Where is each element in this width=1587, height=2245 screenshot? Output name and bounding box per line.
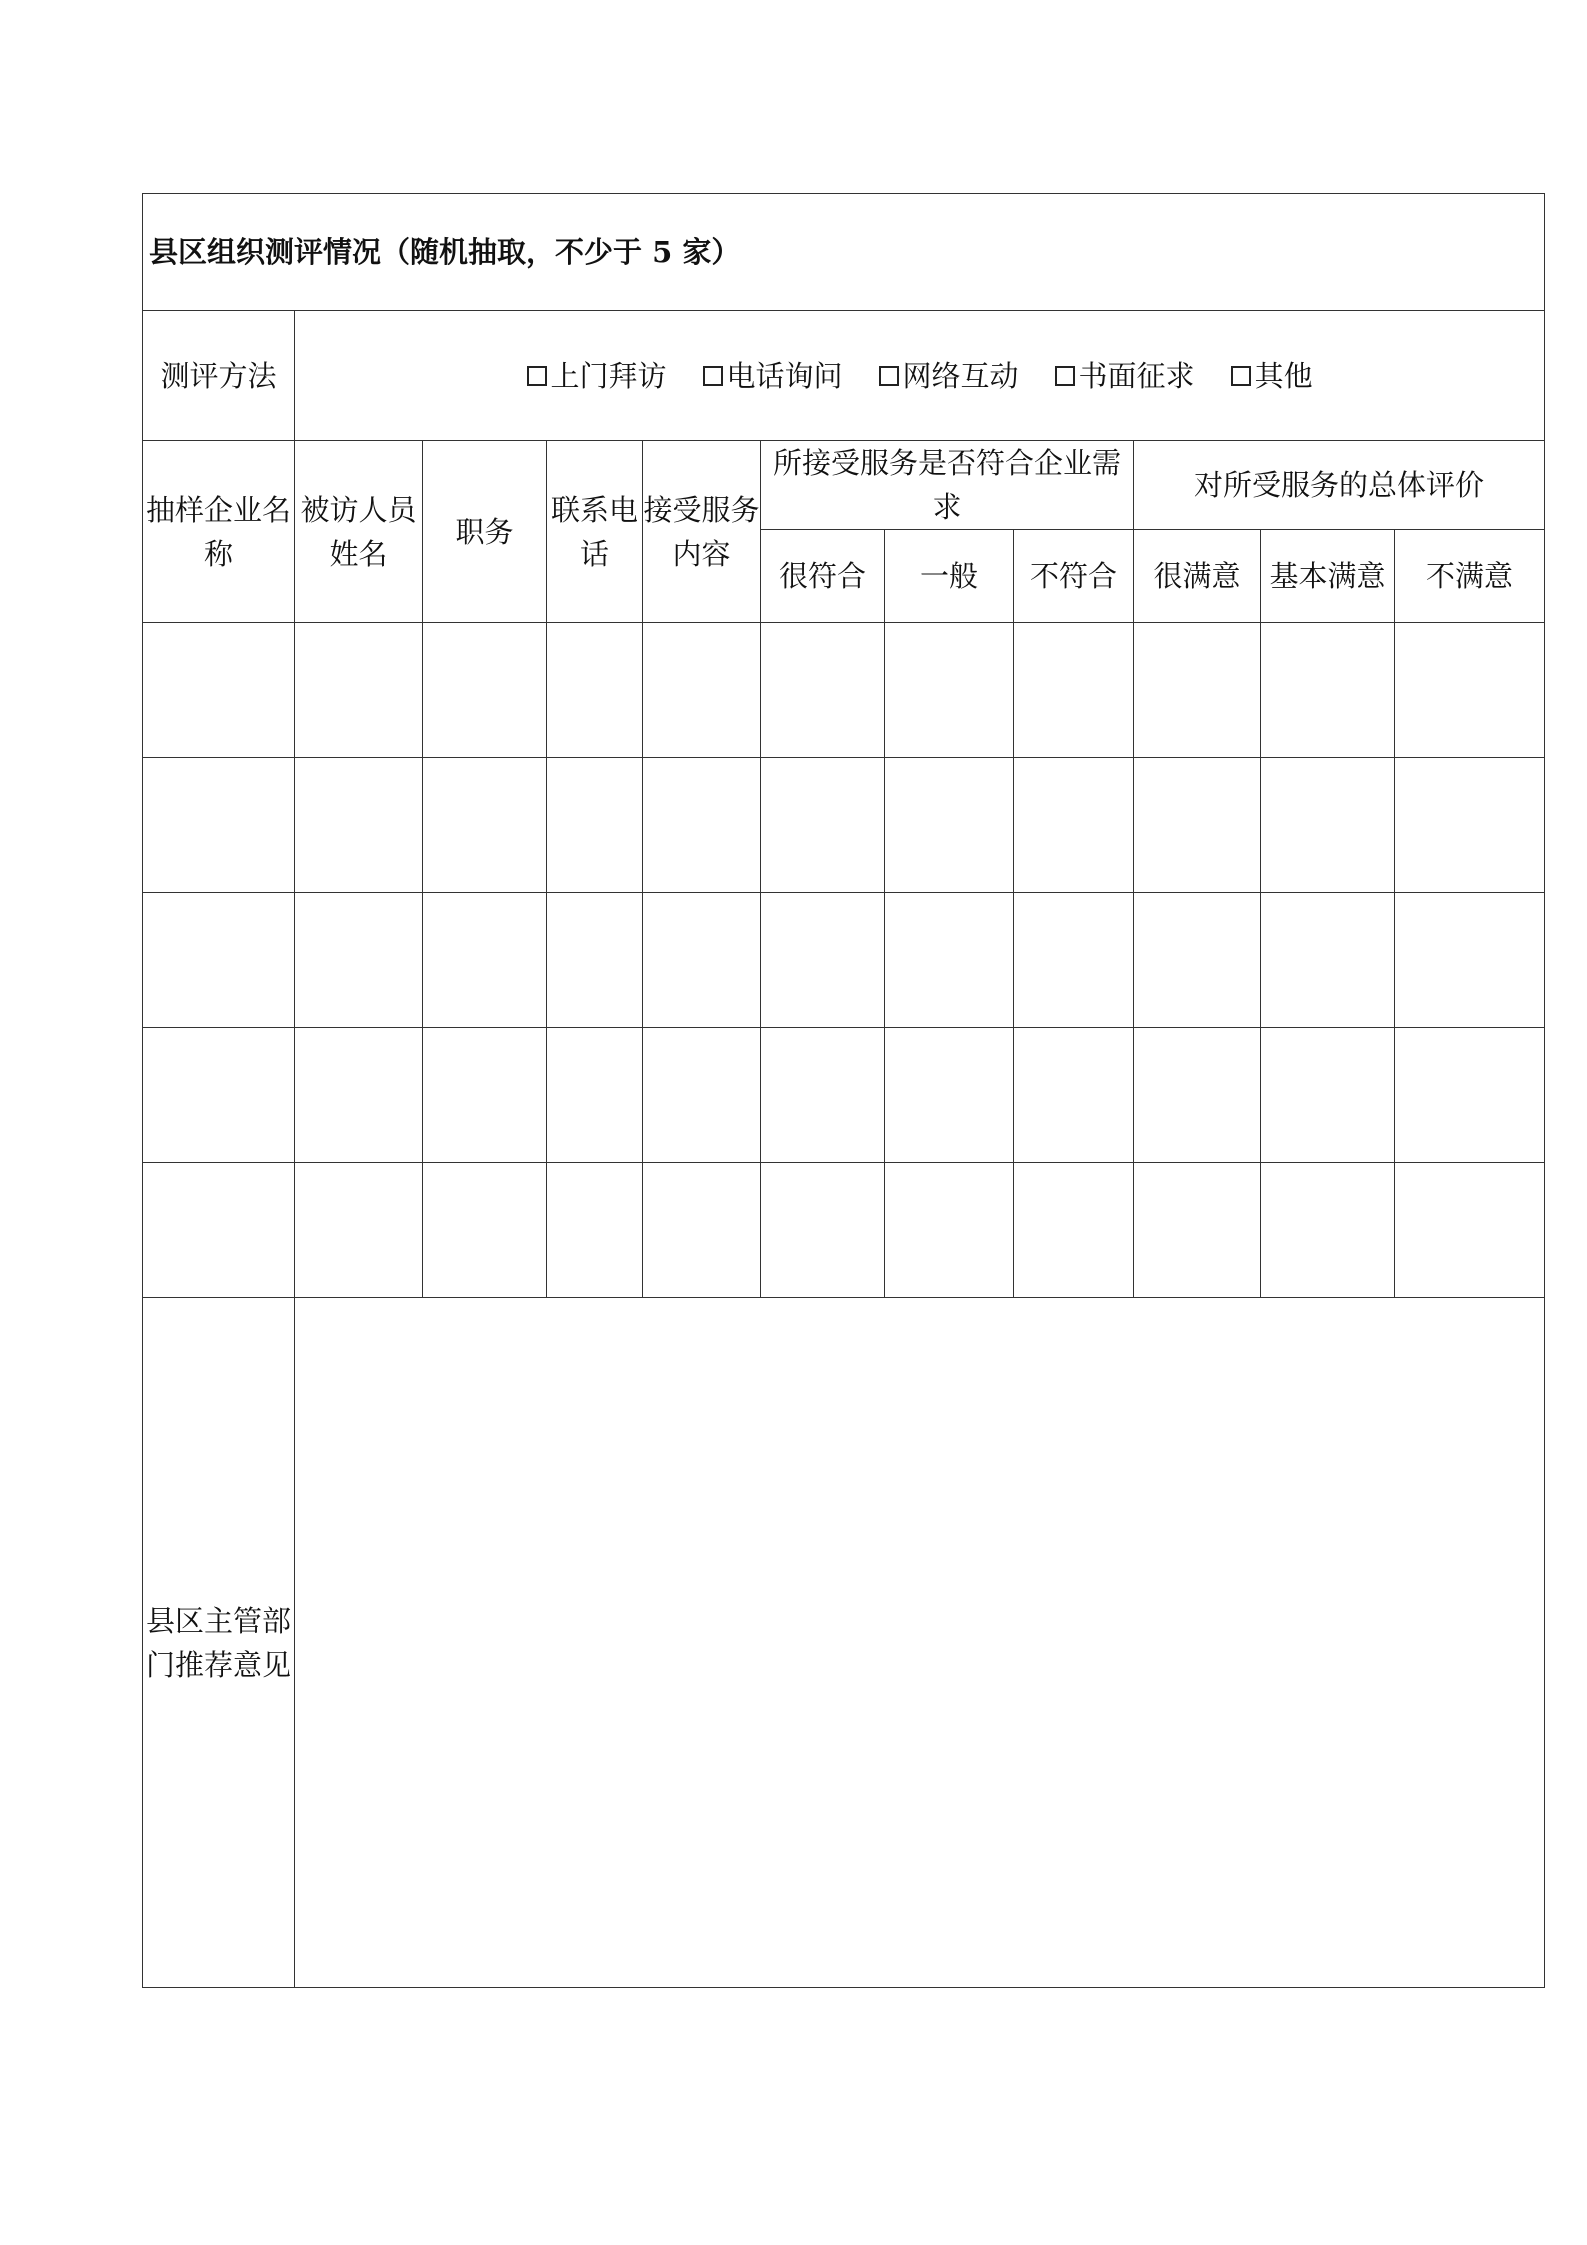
cell-phone[interactable] bbox=[547, 1163, 643, 1298]
method-options bbox=[295, 311, 1545, 441]
header-eval-not: 不满意 bbox=[1395, 530, 1545, 623]
cell-eval-basic[interactable] bbox=[1261, 623, 1395, 758]
cell-position[interactable] bbox=[423, 893, 547, 1028]
cell-eval-basic[interactable] bbox=[1261, 1163, 1395, 1298]
cell-eval-not[interactable] bbox=[1395, 1163, 1545, 1298]
cell-eval-basic[interactable] bbox=[1261, 1028, 1395, 1163]
method-option[interactable]: 网络互动 bbox=[879, 354, 1019, 398]
header-fit-normal: 一般 bbox=[885, 530, 1014, 623]
cell-fit-very[interactable] bbox=[761, 1163, 885, 1298]
cell-eval-not[interactable] bbox=[1395, 1028, 1545, 1163]
cell-fit-very[interactable] bbox=[761, 758, 885, 893]
cell-fit-not[interactable] bbox=[1014, 893, 1134, 1028]
header-interviewee: 被访人员姓名 bbox=[295, 441, 423, 623]
cell-eval-not[interactable] bbox=[1395, 623, 1545, 758]
table-row bbox=[143, 623, 1545, 758]
header-fit-not: 不符合 bbox=[1014, 530, 1134, 623]
method-option[interactable]: 其他 bbox=[1231, 354, 1313, 398]
cell-service[interactable] bbox=[643, 1163, 761, 1298]
cell-phone[interactable] bbox=[547, 623, 643, 758]
cell-service[interactable] bbox=[643, 623, 761, 758]
cell-phone[interactable] bbox=[547, 1028, 643, 1163]
cell-fit-normal[interactable] bbox=[885, 893, 1014, 1028]
cell-eval-basic[interactable] bbox=[1261, 893, 1395, 1028]
cell-interviewee[interactable] bbox=[295, 623, 423, 758]
header-company: 抽样企业名称 bbox=[143, 441, 295, 623]
cell-fit-very[interactable] bbox=[761, 1028, 885, 1163]
cell-phone[interactable] bbox=[547, 758, 643, 893]
cell-fit-very[interactable] bbox=[761, 893, 885, 1028]
checkbox-icon[interactable] bbox=[527, 366, 547, 386]
table-row bbox=[143, 758, 1545, 893]
cell-fit-normal[interactable] bbox=[885, 1163, 1014, 1298]
cell-fit-not[interactable] bbox=[1014, 623, 1134, 758]
table-row bbox=[143, 1163, 1545, 1298]
cell-fit-not[interactable] bbox=[1014, 1028, 1134, 1163]
cell-eval-not[interactable] bbox=[1395, 893, 1545, 1028]
cell-eval-not[interactable] bbox=[1395, 758, 1545, 893]
header-eval-basic: 基本满意 bbox=[1261, 530, 1395, 623]
recommendation-content[interactable] bbox=[295, 1298, 1545, 1988]
cell-eval-basic[interactable] bbox=[1261, 758, 1395, 893]
header-service: 接受服务内容 bbox=[643, 441, 761, 623]
cell-position[interactable] bbox=[423, 758, 547, 893]
method-option[interactable]: 上门拜访 bbox=[527, 354, 667, 398]
cell-position[interactable] bbox=[423, 623, 547, 758]
cell-interviewee[interactable] bbox=[295, 893, 423, 1028]
recommendation-label: 县区主管部门推荐意见 bbox=[143, 1298, 295, 1988]
cell-fit-not[interactable] bbox=[1014, 1163, 1134, 1298]
cell-service[interactable] bbox=[643, 758, 761, 893]
header-eval-very: 很满意 bbox=[1134, 530, 1261, 623]
cell-eval-very[interactable] bbox=[1134, 1163, 1261, 1298]
cell-eval-very[interactable] bbox=[1134, 1028, 1261, 1163]
table-row bbox=[143, 893, 1545, 1028]
cell-service[interactable] bbox=[643, 1028, 761, 1163]
cell-company[interactable] bbox=[143, 1028, 295, 1163]
form-title: 县区组织测评情况（随机抽取，不少于 5 家） bbox=[143, 194, 1545, 311]
cell-interviewee[interactable] bbox=[295, 1028, 423, 1163]
cell-position[interactable] bbox=[423, 1163, 547, 1298]
header-fit-group: 所接受服务是否符合企业需求 bbox=[761, 441, 1134, 530]
header-phone: 联系电话 bbox=[547, 441, 643, 623]
table-row bbox=[143, 1028, 1545, 1163]
checkbox-icon[interactable] bbox=[1055, 366, 1075, 386]
header-fit-very: 很符合 bbox=[761, 530, 885, 623]
evaluation-form-table bbox=[142, 193, 1545, 1988]
cell-fit-not[interactable] bbox=[1014, 758, 1134, 893]
method-option[interactable]: 书面征求 bbox=[1055, 354, 1195, 398]
checkbox-icon[interactable] bbox=[879, 366, 899, 386]
cell-interviewee[interactable] bbox=[295, 758, 423, 893]
cell-company[interactable] bbox=[143, 623, 295, 758]
cell-fit-very[interactable] bbox=[761, 623, 885, 758]
cell-eval-very[interactable] bbox=[1134, 893, 1261, 1028]
cell-fit-normal[interactable] bbox=[885, 758, 1014, 893]
cell-company[interactable] bbox=[143, 758, 295, 893]
method-option[interactable]: 电话询问 bbox=[703, 354, 843, 398]
cell-eval-very[interactable] bbox=[1134, 623, 1261, 758]
cell-service[interactable] bbox=[643, 893, 761, 1028]
header-eval-group: 对所受服务的总体评价 bbox=[1134, 441, 1545, 530]
cell-position[interactable] bbox=[423, 1028, 547, 1163]
cell-phone[interactable] bbox=[547, 893, 643, 1028]
cell-company[interactable] bbox=[143, 1163, 295, 1298]
method-label: 测评方法 bbox=[143, 311, 295, 441]
cell-interviewee[interactable] bbox=[295, 1163, 423, 1298]
header-position: 职务 bbox=[423, 441, 547, 623]
cell-eval-very[interactable] bbox=[1134, 758, 1261, 893]
cell-fit-normal[interactable] bbox=[885, 623, 1014, 758]
cell-company[interactable] bbox=[143, 893, 295, 1028]
cell-fit-normal[interactable] bbox=[885, 1028, 1014, 1163]
checkbox-icon[interactable] bbox=[1231, 366, 1251, 386]
checkbox-icon[interactable] bbox=[703, 366, 723, 386]
